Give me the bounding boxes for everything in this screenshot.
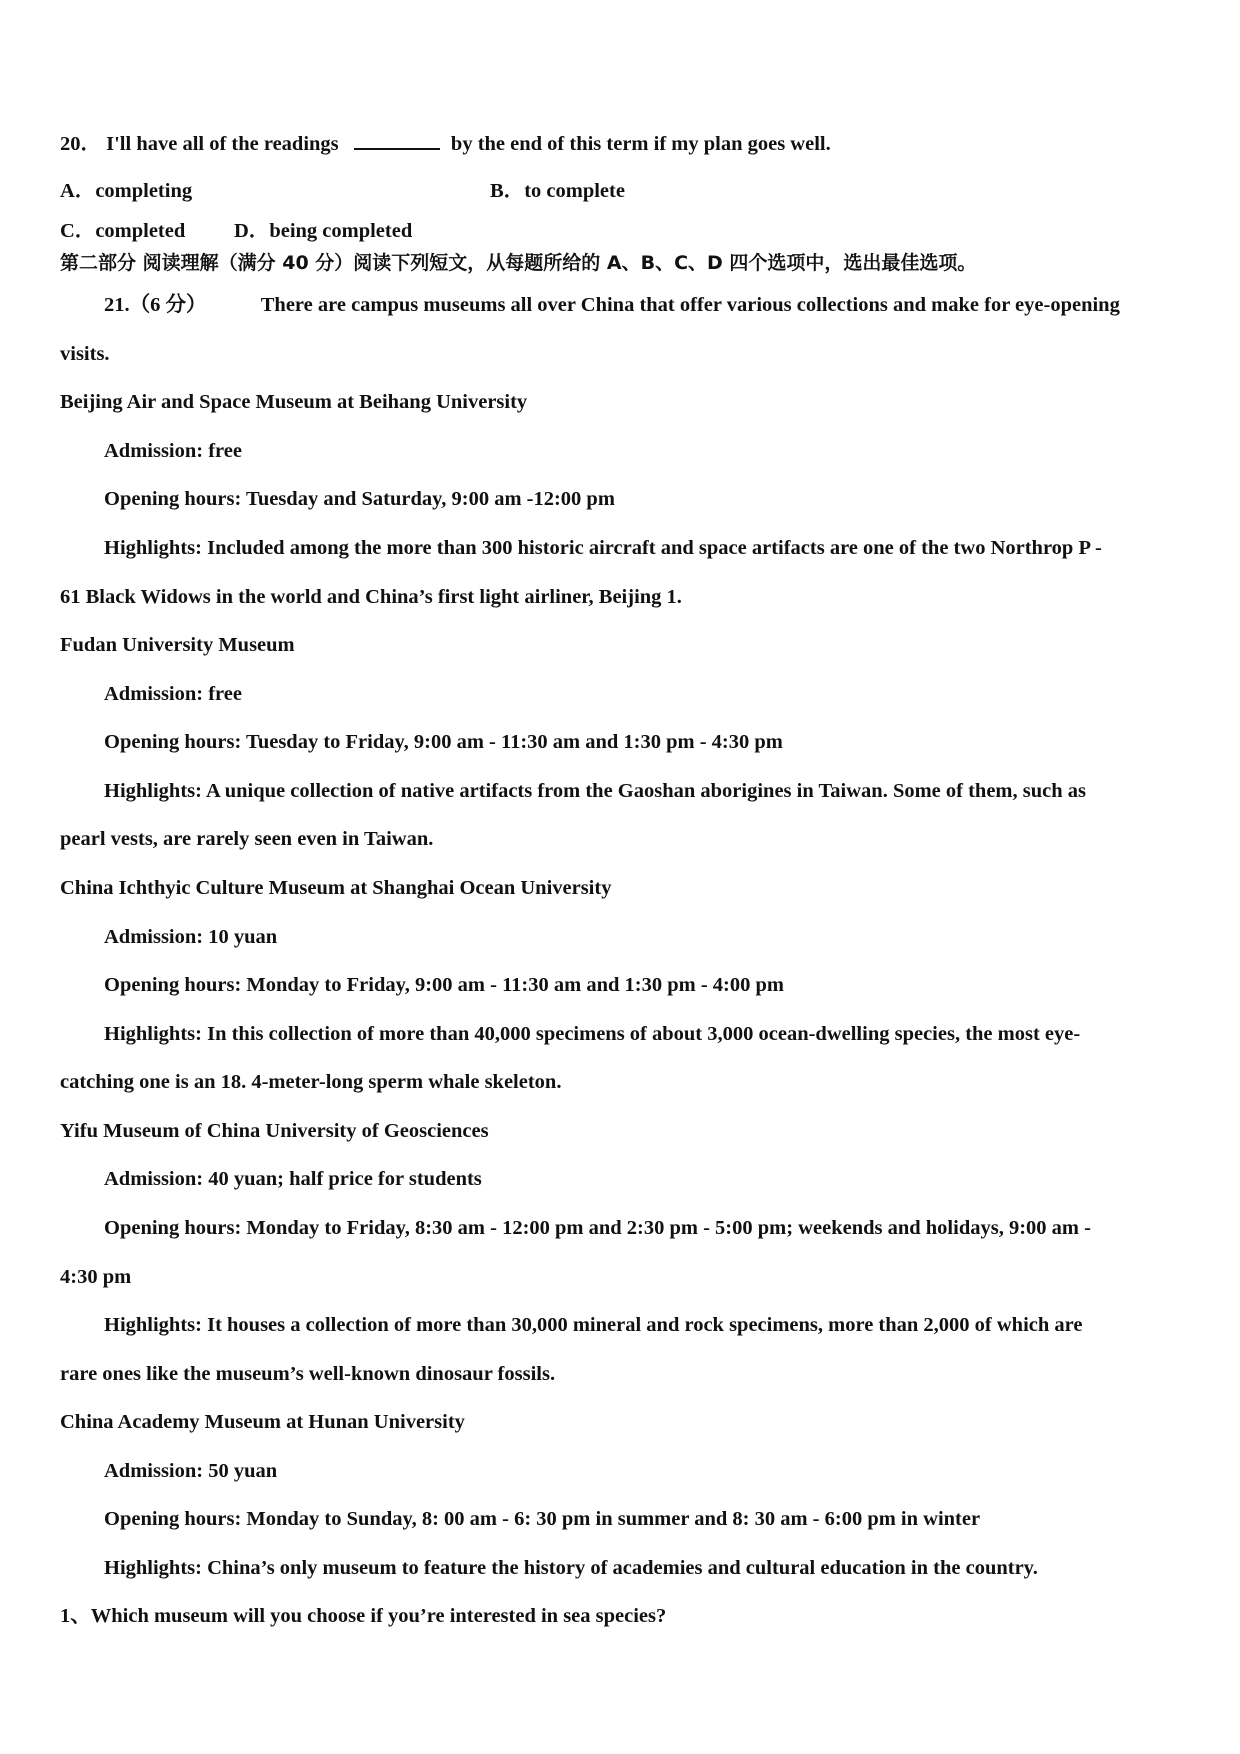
option-d-text: being completed: [269, 220, 413, 242]
museum-5-hours: Opening hours: Monday to Sunday, 8: 00 am - 6: 30 pm in summer and 8: 30 am - 6:00 pm in winter: [104, 1508, 981, 1530]
q20-number: 20．: [60, 133, 101, 155]
q20-option-a: [60, 178, 192, 204]
museum-2-hours: Opening hours: Tuesday to Friday, 9:00 am - 11:30 am and 1:30 pm - 4:30 pm: [104, 731, 783, 753]
q20-stem-after: by the end of this term if my plan goes well.: [450, 133, 831, 155]
museum-5-name: China Academy Museum at Hunan University: [60, 1411, 465, 1433]
museum-4-highlights-cont: rare ones like the museum’s well-known dinosaur fossils.: [60, 1363, 556, 1385]
museum-4-name: Yifu Museum of China University of Geosciences: [60, 1120, 489, 1142]
q20-option-d: [234, 218, 412, 244]
q20-stem-before: I'll have all of the readings: [106, 133, 339, 155]
option-c-text: completed: [95, 220, 186, 242]
museum-1-admission: Admission: free: [104, 440, 242, 462]
museum-3-highlights: Highlights: In this collection of more than 40,000 specimens of about 3,000 ocean-dwelling species, the most eye-: [104, 1023, 1081, 1045]
museum-4-admission: Admission: 40 yuan; half price for students: [104, 1168, 482, 1190]
answer-blank: [354, 130, 440, 150]
q20-stem: [60, 130, 831, 157]
museum-2-admission: Admission: free: [104, 683, 242, 705]
option-d-letter: D．: [234, 220, 270, 242]
q21-number: 21.（6 分）: [104, 294, 207, 316]
museum-3-admission: Admission: 10 yuan: [104, 926, 278, 948]
museum-3-name: China Ichthyic Culture Museum at Shanghai Ocean University: [60, 877, 612, 899]
museum-1-highlights-cont: 61 Black Widows in the world and China’s first light airliner, Beijing 1.: [60, 586, 682, 608]
option-a-text: completing: [95, 180, 193, 202]
museum-4-highlights: Highlights: It houses a collection of more than 30,000 mineral and rock specimens, more than 2,000 of which are: [104, 1314, 1083, 1336]
museum-3-highlights-cont: catching one is an 18. 4-meter-long sperm whale skeleton.: [60, 1071, 562, 1093]
museum-1-hours: Opening hours: Tuesday and Saturday, 9:00 am -12:00 pm: [104, 488, 615, 510]
museum-2-highlights: Highlights: A unique collection of native artifacts from the Gaoshan aborigines in Taiwan. Some of them, such as: [104, 780, 1086, 802]
option-a-letter: A．: [60, 180, 96, 202]
part2-heading: 第二部分 阅读理解（满分 40 分）阅读下列短文，从每题所给的 A、B、C、D 四个选项中，选出最佳选项。: [60, 252, 977, 274]
option-c-letter: C．: [60, 220, 96, 242]
museum-2-highlights-cont: pearl vests, are rarely seen even in Taiwan.: [60, 828, 434, 850]
museum-5-admission: Admission: 50 yuan: [104, 1460, 278, 1482]
q20-option-c: [60, 218, 185, 244]
q21-intro-line1: [104, 292, 1120, 318]
q21-intro-line2: visits.: [60, 343, 110, 365]
museum-1-highlights: Highlights: Included among the more than 300 historic aircraft and space artifacts are one of the two Northrop P -: [104, 537, 1102, 559]
museum-5-highlights: Highlights: China’s only museum to feature the history of academies and cultural education in the country.: [104, 1557, 1038, 1579]
q20-option-b: [490, 178, 625, 204]
museum-4-hours-cont: 4:30 pm: [60, 1266, 132, 1288]
museum-4-hours: Opening hours: Monday to Friday, 8:30 am - 12:00 pm and 2:30 pm - 5:00 pm; weekends and holidays, 9:00 am -: [104, 1217, 1091, 1239]
museum-1-name: Beijing Air and Space Museum at Beihang University: [60, 391, 528, 413]
q21-intro-text: There are campus museums all over China that offer various collections and make for eye-opening: [260, 294, 1120, 316]
question-1: 1、Which museum will you choose if you’re interested in sea species?: [60, 1605, 667, 1627]
option-b-letter: B．: [490, 180, 525, 202]
option-b-text: to complete: [524, 180, 625, 202]
museum-2-name: Fudan University Museum: [60, 634, 295, 656]
museum-3-hours: Opening hours: Monday to Friday, 9:00 am - 11:30 am and 1:30 pm - 4:00 pm: [104, 974, 784, 996]
